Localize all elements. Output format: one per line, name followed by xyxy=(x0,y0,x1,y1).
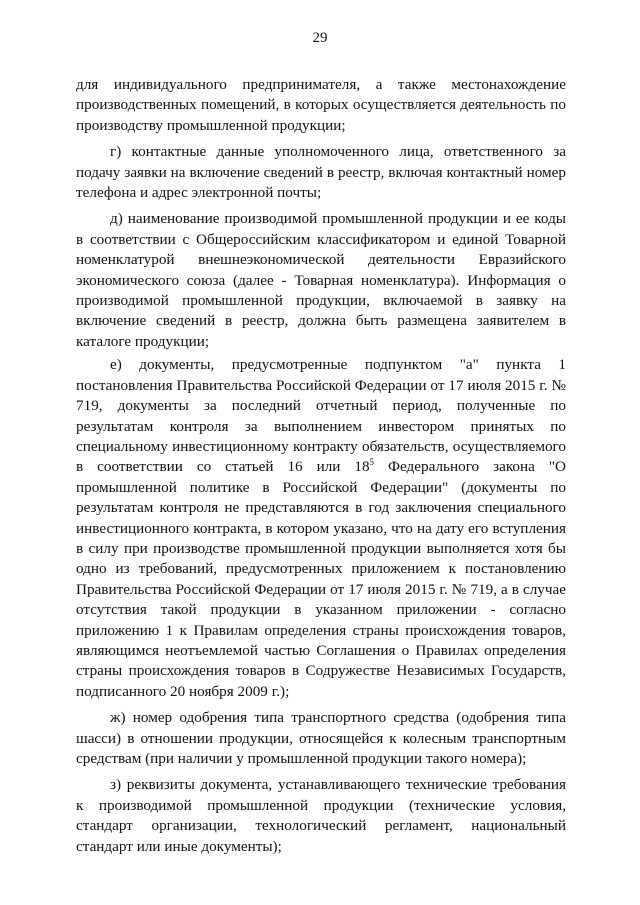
paragraph-e-documents xyxy=(76,355,566,702)
paragraph-g-contact-person: г) контактные данные уполномоченного лица, ответственного за подачу заявки на включение сведений в реестр, включая контактный номер телефона и адрес электронной почты; xyxy=(76,143,566,202)
page-number: 29 xyxy=(312,30,328,46)
paragraph-z-technical-document: з) реквизиты документа, устанавливающего технические требования к производимой промышленной продукции (технические условия, стандарт организации, технологический регламент, национальный стандарт или иные документы); xyxy=(76,776,566,855)
article-superscript: 5 xyxy=(369,457,375,468)
paragraph-zh-vehicle-approval: ж) номер одобрения типа транспортного средства (одобрения типа шасси) в отношении продукции, относящейся к колесным транспортным средствам (при наличии у промышленной продукции такого номера); xyxy=(76,709,566,767)
document-body xyxy=(76,75,566,857)
paragraph-d-product-name: д) наименование производимой промышленной продукции и ее коды в соответствии с Общероссийским классификатором и единой Товарной номенклатурой внешнеэкономической деятельности Евразийского экономического союза (далее - Товарная номенклатура). Информация о производимой промышленной продукции, включаемой в заявку на включение сведений в реестр, должна быть размещена заявителем в каталоге продукции; xyxy=(76,210,566,350)
paragraph-e-text-part1: е) документы, предусмотренные подпунктом "а" пункта 1 постановления Правительства Российской Федерации от 17 июля 2015 г. № 719, документы за последний отчетный период, полученные по результатам контроля за выполнением инвестором принятых по специальному инвестиционному контракту обязательств, осуществляемого в соответствии со статьей 16 или 18 xyxy=(76,356,566,476)
paragraph-e-text-part2: Федерального закона "О промышленной политике в Российской Федерации" (документы по результатам контроля не представляются в год заключения специального инвестиционного контракта, в котором указано, что на дату его вступления в силу при производстве промышленной продукции выполняется хотя бы одно из требований, предусмотренных приложением к постановлению Правительства Российской Федерации от 17 июля 2015 г. № 719, а в случае отсутствия такой продукции в указанном приложении - согласно приложению 1 к Правилам определения страны происхождения товаров, являющимся неотъемлемой частью Соглашения о Правилах определения страны происхождения товаров в Содружестве Независимых Государств, подписанного 20 ноября 2009 г.); xyxy=(76,458,567,700)
paragraph-continuation: для индивидуального предпринимателя, а также местонахождение производственных помещений, в которых осуществляется деятельность по производству промышленной продукции; xyxy=(76,76,566,134)
